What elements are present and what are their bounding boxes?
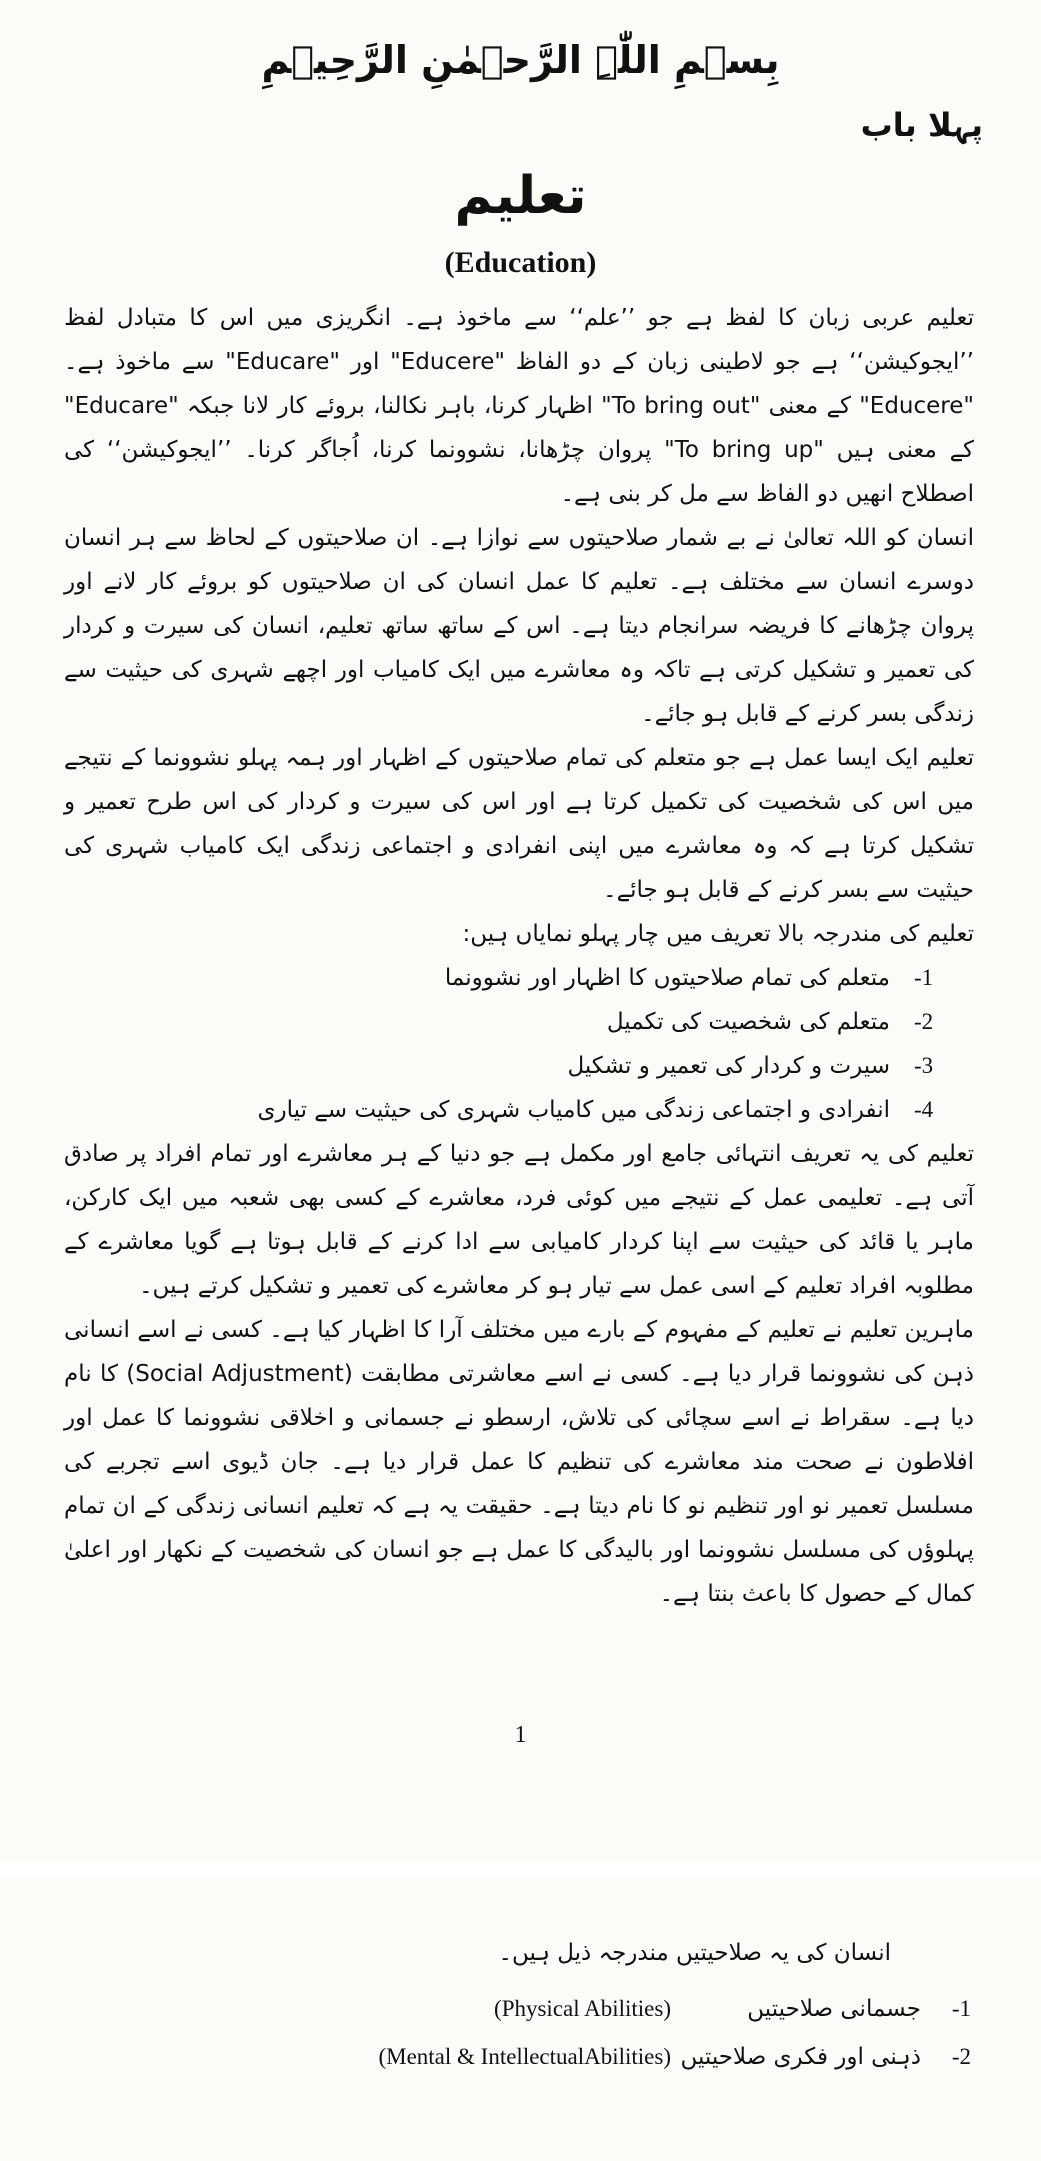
paragraph: تعلیم کی یہ تعریف انتہائی جامع اور مکمل ہے جو دنیا کے ہر معاشرے اور تمام افراد پر صادق آتی ہے۔ تعلیمی عمل کے نتیجے میں کوئی فرد، معاشرے کے کسی بھی شعبہ میں ایک کارکن، ماہر یا قائد کی حیثیت سے اپنا کردار کامیابی سے ادا کرنے کے قابل ہوتا ہے گویا معاشرے کے مطلوبہ افراد تعلیم کے اسی عمل سے تیار ہو کر معاشرے کی تعمیر و تشکیل کرتے ہیں۔ <box>64 1141 974 1299</box>
paragraph: ماہرین تعلیم نے تعلیم کے مفہوم کے بارے میں مختلف آرا کا اظہار کیا ہے۔ کسی نے اسے انسانی ذہن کی نشوونما قرار دیا ہے۔ کسی نے اسے معاشرتی مطابقت (Social Adjustment) کا نام دیا ہے۔ سقراط نے اسے سچائی کی تلاش، ارسطو نے جسمانی و اخلاقی نشوونما کا عمل اور افلاطون نے صحت مند معاشرے کی تنظیم کا عمل قرار دیا ہے۔ جان ڈیوی اسے تجربے کی مسلسل تعمیر نو اور تنظیم نو کا نام دیتا ہے۔ حقیقت یہ ہے کہ تعلیم انسانی زندگی کے ان تمام پہلوؤں کی مسلسل نشوونما اور بالیدگی کا عمل ہے جو انسان کی شخصیت کے نکھار اور اعلیٰ کمال کے حصول کا باعث بنتا ہے۔ <box>64 1317 975 1607</box>
ability-urdu: ذہنی اور فکری صلاحیتیں <box>680 2044 921 2070</box>
ability-row <box>0 2044 1041 2092</box>
list-text: متعلم کی شخصیت کی تکمیل <box>606 1009 890 1035</box>
list-text: انفرادی و اجتماعی زندگی میں کامیاب شہری کی حیثیت سے تیاری <box>257 1097 890 1123</box>
ability-urdu: جسمانی صلاحیتیں <box>747 1996 921 2022</box>
ability-row <box>0 1996 1041 2044</box>
page-two <box>0 1876 1041 2161</box>
list-number: -4 <box>914 1097 934 1122</box>
page-number: 1 <box>514 1722 527 1748</box>
ability-number: -2 <box>951 2044 971 2069</box>
chapter-heading: پہلا باب <box>860 106 983 144</box>
paragraph: انسان کو اللہ تعالیٰ نے بے شمار صلاحیتوں سے نوازا ہے۔ ان صلاحیتوں کے لحاظ سے ہر انسان دوسرے انسان سے مختلف ہے۔ تعلیم کا عمل انسان کی ان صلاحیتوں کو بروئے کار لانے اور پروان چڑھانے کا فریضہ سرانجام دیتا ہے۔ اس کے ساتھ ساتھ تعلیم، انسان کی سیرت و کردار کی تعمیر و تشکیل کرتی ہے تاکہ وہ معاشرے میں ایک کامیاب اور اچھے شہری کی حیثیت سے زندگی بسر کرنے کے قابل ہو جائے۔ <box>64 525 974 727</box>
aspects-list <box>64 956 974 1132</box>
abilities-list <box>0 1996 1041 2092</box>
page-separator <box>0 1862 1041 1876</box>
list-number: -3 <box>914 1053 934 1078</box>
list-item <box>64 1044 974 1088</box>
list-text: سیرت و کردار کی تعمیر و تشکیل <box>567 1053 890 1079</box>
list-text: متعلم کی تمام صلاحیتوں کا اظہار اور نشوونما <box>444 965 890 991</box>
paragraph: تعلیم کی مندرجہ بالا تعریف میں چار پہلو نمایاں ہیں: <box>462 921 974 947</box>
paragraph: تعلیم عربی زبان کا لفظ ہے جو ’’علم‘‘ سے ماخوذ ہے۔ انگریزی میں اس کا متبادل لفظ ’’ایجوکیشن‘‘ ہے جو لاطینی زبان کے دو الفاظ "Educere" اور "Educare" سے ماخوذ ہے۔ "Educere" کے معنی "To bring out" اظہار کرنا، باہر نکالنا، بروئے کار لانا جبکہ "Educare" کے معنی ہیں "To bring up" پروان چڑھانا، نشوونما کرنا، اُجاگر کرنا۔ ’’ایجوکیشن‘‘ کی اصطلاح انھیں دو الفاظ سے مل کر بنی ہے۔ <box>64 305 975 507</box>
list-item <box>64 1088 974 1132</box>
title-english: (Education) <box>444 246 597 279</box>
abilities-intro: انسان کی یہ صلاحیتیں مندرجہ ذیل ہیں۔ <box>498 1940 891 1966</box>
list-number: -2 <box>914 1009 934 1034</box>
ability-english: (Physical Abilities) <box>494 1996 671 2021</box>
title-urdu: تعلیم <box>454 166 587 226</box>
bismillah: بِسۡمِ اللّٰہِ الرَّحۡمٰنِ الرَّحِیۡمِ <box>261 38 780 82</box>
ability-number: -1 <box>951 1996 971 2021</box>
body-text <box>64 296 974 1616</box>
ability-english: (Mental & IntellectualAbilities) <box>378 2044 671 2069</box>
list-item <box>64 1000 974 1044</box>
list-item <box>64 956 974 1000</box>
list-number: -1 <box>914 965 934 990</box>
paragraph: تعلیم ایک ایسا عمل ہے جو متعلم کی تمام صلاحیتوں کے اظہار اور ہمہ پہلو نشوونما کے نتیجے میں اس کی شخصیت کی تکمیل کرتا ہے اور اس کی سیرت و کردار کی اس طرح تعمیر و تشکیل کرتا ہے کہ وہ معاشرے میں اپنی انفرادی و اجتماعی زندگی ایک کامیاب شہری کی حیثیت سے بسر کرنے کے قابل ہو جائے۔ <box>64 745 974 903</box>
